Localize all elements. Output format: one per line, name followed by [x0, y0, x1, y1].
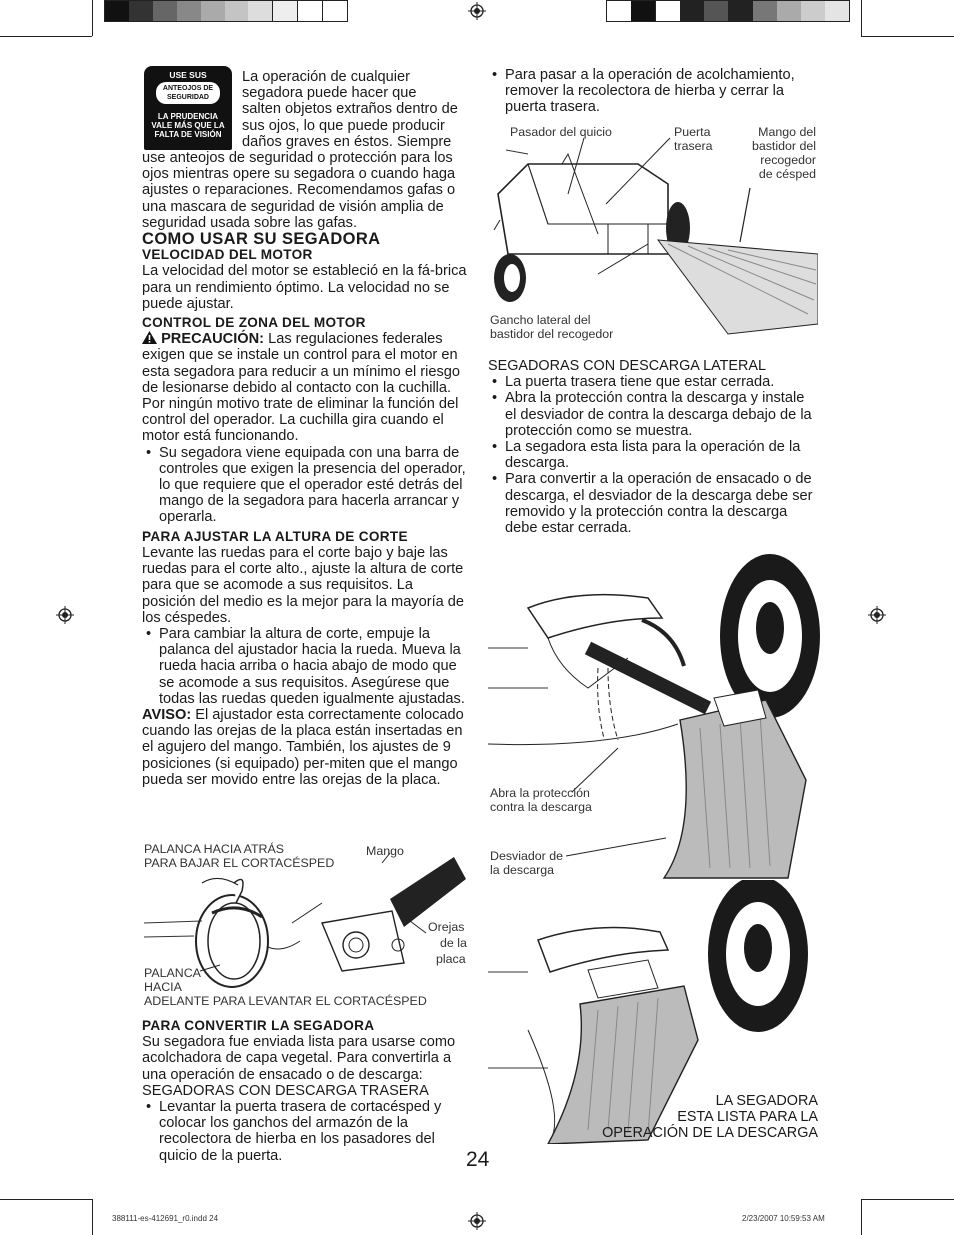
crop-mark — [861, 36, 954, 37]
figure-caption: PALANCA HACIA ATRÁS — [144, 842, 285, 856]
paragraph: La velocidad del motor se estableció en la fá-brica para un rendimiento óptimo. La velocidad no se puede ajustar. — [142, 263, 467, 312]
page-number: 24 — [466, 1148, 490, 1171]
figure-label: la descarga — [490, 863, 555, 877]
figure-label: Mango del — [758, 125, 816, 139]
registration-mark-icon — [868, 606, 886, 624]
badge-line: ANTEOJOS DE — [162, 85, 214, 92]
intro-line: salten objetos extraños dentro de — [242, 101, 458, 118]
badge-line: VALE MÁS QUE LA — [151, 121, 225, 130]
list-item: • Levantar la puerta trasera de cortacésped y colocar los ganchos del armazón de la recolectora de hierba en los pasadores del quicio de la puerta. — [142, 1099, 470, 1164]
side-discharge-section — [488, 358, 818, 536]
footer-file: 388111-es-412691_r0.indd 24 — [112, 1214, 219, 1223]
subheading: SEGADORAS CON DESCARGA TRASERA — [142, 1082, 429, 1099]
discharge-chute-figure — [488, 548, 820, 888]
figure-label: de césped — [758, 167, 816, 181]
registration-mark-icon — [468, 1212, 486, 1230]
precaucion-text: Las regulaciones federales exigen que se instale un control para el motor en esta segadora para reducir a un mínimo el riesgo de lesionarse debido al contacto con la cuchilla. Por ningún motivo trate de eliminar la función del control del operador. La cuchilla gira cuando el motor está funcionando. — [142, 331, 460, 445]
left-column — [142, 69, 470, 788]
list-item: • Para cambiar la altura de corte, empuje la palanca del ajustador hacia la rueda. Mueva la rueda hacia arriba o hacia abajo de modo que se acomode a sus requisitos. Asegúrese que todas las ruedas queden igualmente ajustadas. — [142, 626, 470, 707]
figure-label: de la — [440, 936, 467, 950]
rear-bag-figure — [488, 124, 818, 346]
crop-mark — [0, 1199, 92, 1200]
convertir-section — [142, 1018, 470, 1164]
paragraph: Levante las ruedas para el corte bajo y baje las ruedas para el corte alto., ajuste la altura de corte para que se acomode a sus requisitos. La posición del medio es la mejor para la mayoría de los céspedes. — [142, 544, 465, 626]
crop-mark — [861, 1199, 862, 1235]
subsection-title: PARA AJUSTAR LA ALTURA DE CORTE — [142, 528, 408, 544]
figure-label: Orejas — [428, 920, 465, 934]
figure-label: Puerta — [674, 125, 711, 139]
badge-line: FALTA DE VISIÓN — [154, 130, 222, 139]
figure-label: bastidor del recogedor — [490, 327, 614, 341]
figure-caption: OPERACIÓN DE LA DESCARGA — [602, 1125, 818, 1141]
intro-line: daños graves en éstos. Siempre — [242, 133, 452, 150]
subsection-title: CONTROL DE ZONA DEL MOTOR — [142, 315, 366, 331]
list-item: • Para convertir a la operación de ensacado o de descarga, el desviador de la descarga debe ser removido y la protección contra la descarga debe estar cerrada. — [488, 471, 818, 536]
crop-mark — [92, 0, 93, 36]
intro-line: sus ojos, lo que puede producir — [242, 117, 445, 134]
crop-mark — [861, 0, 862, 36]
intro-line: La operación de cualquier — [242, 69, 410, 85]
paragraph — [142, 331, 470, 444]
figure-caption: ESTA LISTA PARA LA — [677, 1109, 818, 1125]
list-item: • Abra la protección contra la descarga y instale el desviador de contra la descarga debajo de la protección como se muestra. — [488, 390, 818, 439]
crop-mark — [92, 1199, 93, 1235]
aviso-label: AVISO: — [142, 706, 192, 723]
section-title: COMO USAR SU SEGADORA — [142, 230, 381, 249]
figure-caption: LA SEGADORA — [715, 1093, 818, 1109]
intro-line: segadora puede hacer que — [242, 85, 417, 102]
badge-line: SEGURIDAD — [166, 94, 209, 101]
registration-mark-icon — [468, 2, 486, 20]
registration-mark-icon — [56, 606, 74, 624]
badge-line: LA PRUDENCIA — [157, 112, 219, 121]
footer-date: 2/23/2007 10:59:53 AM — [742, 1214, 825, 1223]
figure-caption: PARA BAJAR EL CORTACÉSPED — [144, 856, 335, 870]
warning-triangle-icon — [142, 331, 157, 344]
discharge-ready-figure — [488, 880, 820, 1144]
figure-caption: PALANCA — [144, 966, 201, 980]
figure-caption: HACIA — [144, 980, 182, 994]
subsection-title: VELOCIDAD DEL MOTOR — [142, 247, 313, 263]
height-adjust-figure — [142, 843, 472, 1013]
figure-label: Mango — [366, 844, 404, 858]
list-item: • Su segadora viene equipada con una barra de controles que exigen la presencia del operador, lo que requiere que el operador esté detrás del mango de la segadora para hacerla arrancar y operarla. — [142, 445, 470, 526]
height-adjuster-drawing — [142, 843, 472, 1013]
figure-label: recogedor — [760, 153, 816, 167]
color-bar-left — [104, 0, 348, 22]
figure-label: Pasador del quicio — [510, 125, 612, 139]
paragraph: Su segadora fue enviada lista para usarse como acolchadora de capa vegetal. Para convertirla a una operación de ensacado o de descarga: — [142, 1034, 456, 1083]
subheading: SEGADORAS CON DESCARGA LATERAL — [488, 358, 767, 374]
badge-line: USE SUS — [169, 70, 207, 80]
precaucion-label: PRECAUCIÓN: — [161, 331, 265, 348]
right-top-bullet — [488, 67, 816, 116]
color-bar-right — [606, 0, 850, 22]
figure-label: Desviador de — [490, 849, 564, 863]
figure-label: contra la descarga — [490, 800, 592, 814]
discharge-chute-drawing — [488, 548, 820, 888]
figure-label: bastidor del — [751, 139, 816, 153]
aviso-text: El ajustador esta correctamente colocado cuando las orejas de la placa están insertadas en el agujero del mango. También, los ajustes de 9 posiciones (si equipado) per-miten que el mango pueda ser movido entre las orejas de la placa. — [142, 706, 464, 788]
list-item: • La segadora esta lista para la operación de la descarga. — [488, 439, 818, 471]
figure-label: Gancho lateral del — [490, 313, 591, 327]
intro-rest: use anteojos de seguridad o protección para los ojos mientras opere su segadora o cuando haga ajustes o reparaciones. Recomendamos gafas o una mascara de seguridad de visión amplia de seguridad usada sobre las gafas. — [142, 150, 456, 231]
crop-mark — [861, 1199, 954, 1200]
paragraph — [142, 707, 470, 788]
figure-label: trasera — [674, 139, 713, 153]
subsection-title: PARA CONVERTIR LA SEGADORA — [142, 1018, 375, 1033]
figure-label: Abra la protección — [490, 786, 590, 800]
figure-label: placa — [436, 952, 466, 966]
figure-caption: ADELANTE PARA LEVANTAR EL CORTACÉSPED — [144, 994, 427, 1008]
list-item: • La puerta trasera tiene que estar cerrada. — [488, 374, 818, 390]
list-item: • Para pasar a la operación de acolchamiento, remover la recolectora de hierba y cerrar la puerta trasera. — [488, 67, 816, 116]
crop-mark — [0, 36, 92, 37]
